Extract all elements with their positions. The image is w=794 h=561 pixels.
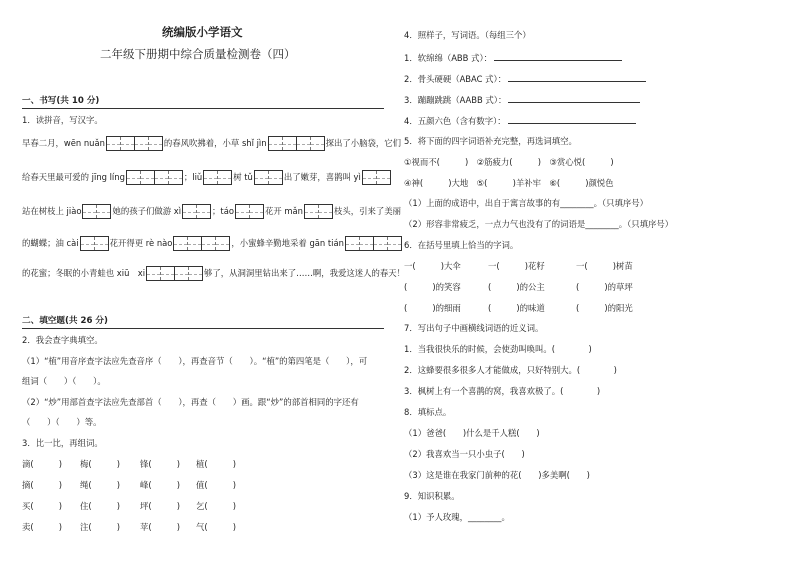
pinyin-line-3 <box>22 204 401 219</box>
question-8-1: （1）爸爸( )什么是千人糕( ) <box>404 428 540 438</box>
question-1: 1．读拼音，写汉字。 <box>22 115 103 125</box>
question-8-2: （2）我喜欢当一只小虫子( ) <box>404 449 525 459</box>
answer-blank[interactable] <box>494 51 622 61</box>
fill-item: 一( )大伞 <box>404 261 461 271</box>
text: 3．蹦蹦跳跳（AABB 式）： <box>404 95 507 105</box>
compare-item: 乞( ) <box>196 501 237 511</box>
compare-item: 植( ) <box>196 459 237 469</box>
writing-grid[interactable] <box>173 236 230 251</box>
pinyin-line-4 <box>22 236 403 251</box>
fill-item: 一( )树苗 <box>576 261 633 271</box>
writing-grid[interactable] <box>106 136 163 151</box>
writing-grid[interactable] <box>362 170 391 185</box>
text: ，小蜜蜂辛勤地采着 gān tián <box>231 238 344 248</box>
answer-blank[interactable] <box>508 114 636 124</box>
text: 的蝴蝶；油 cài <box>22 238 79 248</box>
question-5-2: （2）形容非常疲乏，一点力气也没有了的词语是________。（只填序号） <box>404 219 674 229</box>
compare-row-1 <box>22 458 236 470</box>
text: 2．骨头硬硬（ABAC 式）： <box>404 74 507 84</box>
answer-blank[interactable] <box>508 93 640 103</box>
question-7-2: 2．这蜂要很多很多人才能做成，只好特别大。( ) <box>404 365 617 375</box>
text: 出了嫩芽，喜鹊叫 yì <box>283 172 361 182</box>
pinyin-line-2 <box>22 170 392 185</box>
fill-item: 一( )花籽 <box>488 261 545 271</box>
compare-item: 注( ) <box>80 522 121 532</box>
page-title: 统编版小学语文 <box>162 25 243 39</box>
text: 探出了小脑袋，它们 <box>325 138 401 148</box>
text: 花开得更 rè nào <box>109 238 173 248</box>
compare-item: 峰( ) <box>140 480 181 490</box>
compare-item: 买( ) <box>22 501 63 511</box>
text: 的花蜜；冬眠的小青蛙也 xiū xi <box>22 268 146 278</box>
compare-item: 气( ) <box>196 522 237 532</box>
page-subtitle: 二年级下册期中综合质量检测卷（四） <box>100 47 296 61</box>
question-9-1: （1）予人玫瑰，________。 <box>404 512 510 522</box>
writing-grid[interactable] <box>235 204 264 219</box>
question-4-3 <box>404 93 642 106</box>
question-2-2: （2）“炒”用部首查字法应先查部首（ ），再查（ ）画。跟“炒”的部首相同的字还有 <box>22 397 359 407</box>
text: 给春天里最可爱的 jīng líng <box>22 172 125 182</box>
text: 早春二月，wēn nuǎn <box>22 138 105 148</box>
compare-row-3 <box>22 500 236 512</box>
text: ；liǔ <box>183 172 203 182</box>
fill-item: ( )的公主 <box>488 282 545 292</box>
section-2-header: 二、填空题(共 26 分) <box>22 316 108 326</box>
fill-item: ( )的笑容 <box>404 282 461 292</box>
question-4-4 <box>404 114 638 127</box>
compare-row-2 <box>22 479 236 491</box>
fill-item: ( )的味道 <box>488 303 545 313</box>
question-8-3: （3）这是谁在我家门前种的花( )多美啊( ) <box>404 470 590 480</box>
compare-item: 绳( ) <box>80 480 121 490</box>
fill-item: ( )的细雨 <box>404 303 461 313</box>
question-4-1 <box>404 51 624 64</box>
question-4-2 <box>404 72 648 85</box>
compare-item: 滴( ) <box>22 459 63 469</box>
writing-grid[interactable] <box>203 170 232 185</box>
writing-grid[interactable] <box>345 236 402 251</box>
question-7-1: 1．当我很快乐的时候，会使劲叫唤叫。( ) <box>404 344 592 354</box>
answer-blank[interactable] <box>508 72 646 82</box>
question-3: 3．比一比，再组词。 <box>22 438 103 448</box>
fill-row-2 <box>404 281 633 293</box>
text: 花开 mǎn <box>264 206 303 216</box>
question-5: 5．将下面的四字词语补充完整，再选词填空。 <box>404 136 577 146</box>
section-1-rule <box>22 108 384 109</box>
writing-grid[interactable] <box>268 136 325 151</box>
text: 站在树枝上 jiào <box>22 206 82 216</box>
fill-row-1 <box>404 260 633 272</box>
question-7: 7．写出句子中画横线词语的近义词。 <box>404 323 544 333</box>
writing-grid[interactable] <box>126 170 183 185</box>
section-2-rule <box>22 328 384 329</box>
writing-grid[interactable] <box>182 204 211 219</box>
compare-item: 值( ) <box>196 480 237 490</box>
question-2-2b: （ ）（ ）等。 <box>22 417 102 427</box>
writing-grid[interactable] <box>304 204 333 219</box>
writing-grid[interactable] <box>82 204 111 219</box>
text: 树 tǔ <box>233 172 253 182</box>
writing-grid[interactable] <box>80 236 109 251</box>
writing-grid[interactable] <box>146 266 203 281</box>
question-2-1b: 组词（ ）（ ）。 <box>22 376 106 386</box>
pinyin-line-1 <box>22 136 401 151</box>
question-2-1: （1）“植”用音序查字法应先查音序（ ），再查音节（ ）。“植”的第四笔是（ ），可 <box>22 356 368 366</box>
compare-item: 住( ) <box>80 501 121 511</box>
text: 枝头，引来了美丽 <box>333 206 401 216</box>
fill-row-3 <box>404 302 633 314</box>
question-6: 6．在括号里填上恰当的字词。 <box>404 240 519 250</box>
compare-item: 梅( ) <box>80 459 121 469</box>
compare-item: 苹( ) <box>140 522 181 532</box>
text: 够了，从洞洞里钻出来了……啊，我爱这迷人的春天！ <box>204 268 406 278</box>
question-4: 4．照样子，写词语。（每组三个） <box>404 30 531 40</box>
text: 她的孩子们做游 xì <box>112 206 182 216</box>
compare-row-4 <box>22 521 236 533</box>
question-7-3: 3．枫树上有一个喜鹊的窝，我喜欢极了。( ) <box>404 386 601 396</box>
text: 4．五颜六色（含有数字）： <box>404 116 506 126</box>
question-2: 2．我会查字典填空。 <box>22 335 103 345</box>
question-5-words-b: ④神( )大地 ⑤( )羊补牢 ⑥( )颜悦色 <box>404 178 614 188</box>
compare-item: 摘( ) <box>22 480 63 490</box>
pinyin-line-5 <box>22 266 405 281</box>
text: 的春风吹拂着，小草 shǐ jìn <box>163 138 267 148</box>
compare-item: 坪( ) <box>140 501 181 511</box>
writing-grid[interactable] <box>254 170 283 185</box>
question-8: 8．填标点。 <box>404 407 452 417</box>
question-9: 9．知识积累。 <box>404 491 460 501</box>
text: ；táo <box>212 206 234 216</box>
question-5-1: （1）上面的成语中，出自于寓言故事的有________。（只填序号） <box>404 198 649 208</box>
text: 1．软绵绵（ABB 式）： <box>404 53 493 63</box>
fill-item: ( )的阳光 <box>576 303 633 313</box>
fill-item: ( )的草坪 <box>576 282 633 292</box>
section-1-header: 一、书写(共 10 分) <box>22 96 100 106</box>
compare-item: 卖( ) <box>22 522 63 532</box>
question-5-words-a: ①视而不( ) ②筋疲力( ) ③赏心悦( ) <box>404 157 614 167</box>
compare-item: 锋( ) <box>140 459 181 469</box>
